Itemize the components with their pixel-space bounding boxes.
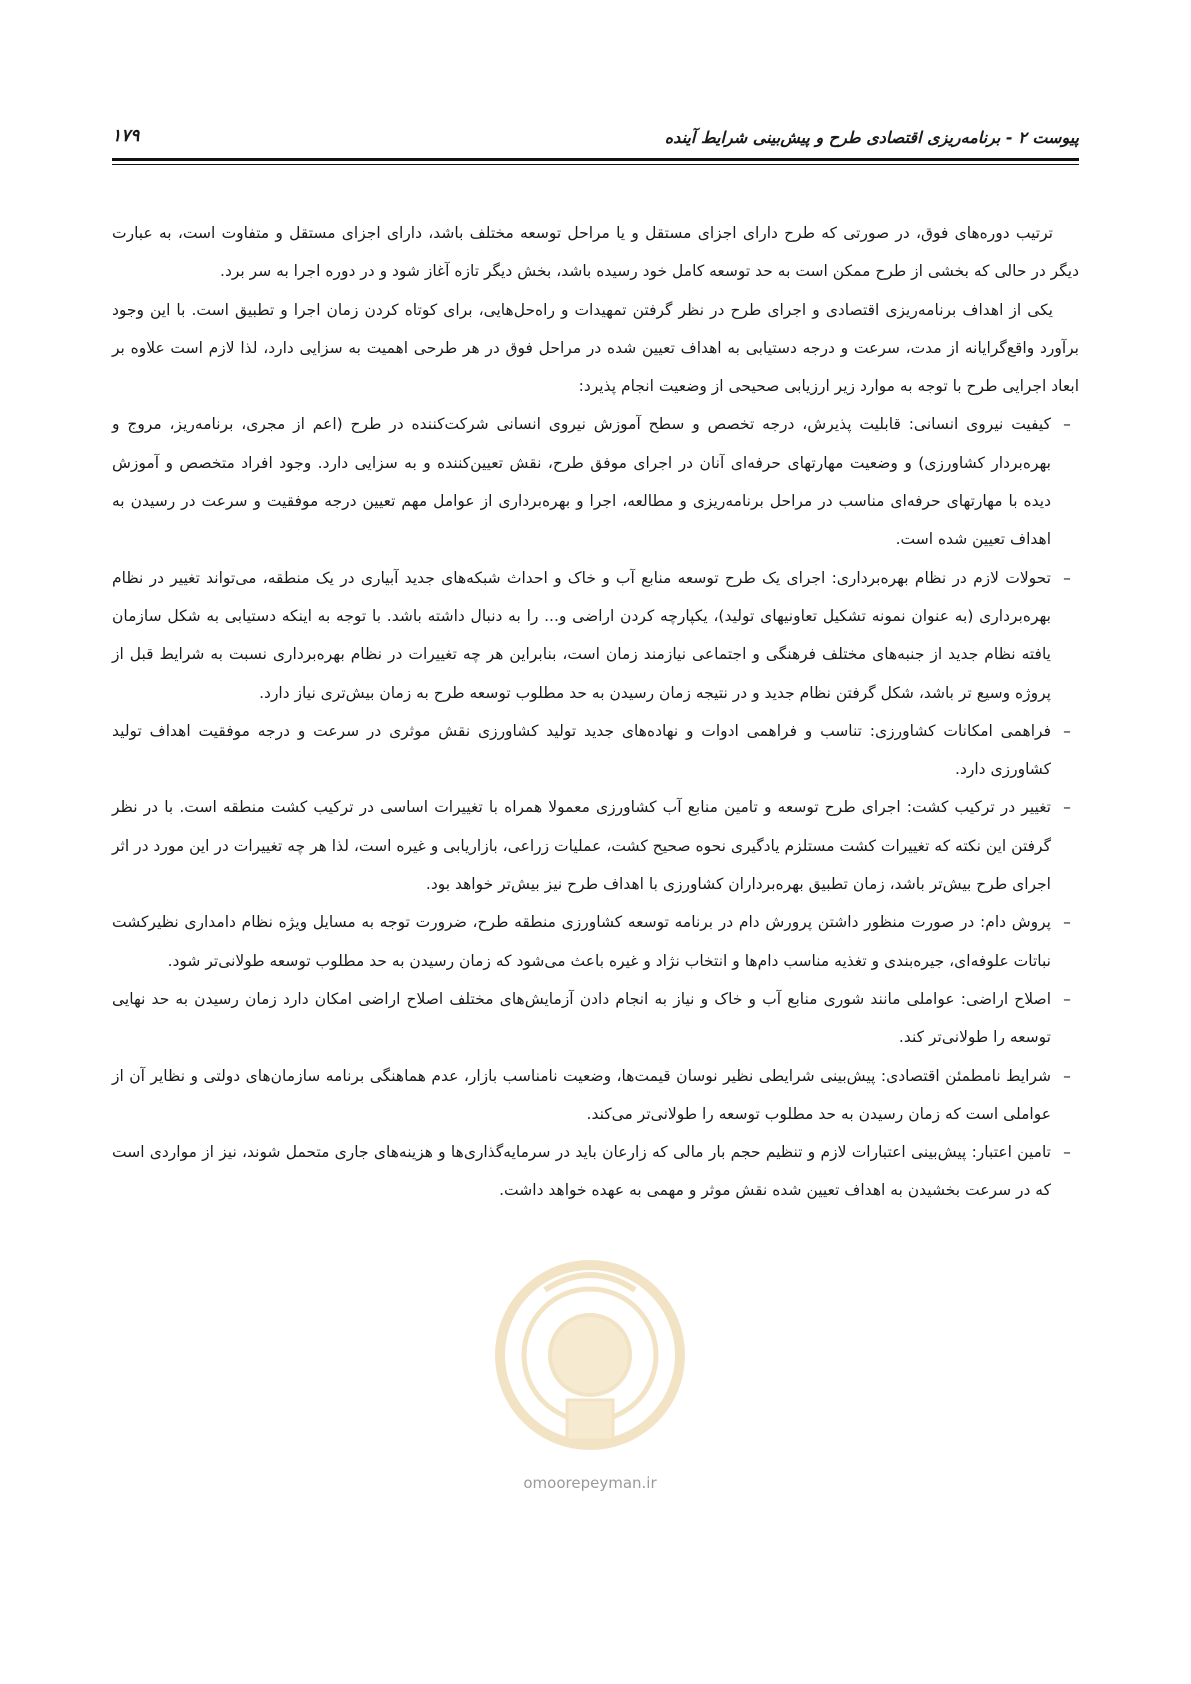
list-item [112, 712, 1079, 789]
watermark-seal-icon [485, 1250, 695, 1460]
header-rule [112, 158, 1079, 165]
list-item-text: اصلاح اراضی: عواملی مانند شوری منابع آب و خاک و نیاز به انجام دادن آزمایش‌های مختلف اصلاح اراضی امکان دارد زمان رسیدن به حد نهایی توسعه را طولانی‌تر کند. [112, 989, 1051, 1047]
bullet-dash: – [1063, 721, 1071, 740]
bullet-dash: – [1063, 913, 1071, 932]
bullet-list [112, 405, 1079, 1209]
body-text [112, 214, 1079, 1210]
list-item [112, 788, 1079, 903]
list-item-text: فراهمی امکانات کشاورزی: تناسب و فراهمی ادوات و نهاده‌های جدید تولید کشاورزی نقش موثری در سرعت و درجه موفقیت اهداف تولید کشاورزی دارد. [112, 721, 1051, 779]
list-item [112, 559, 1079, 712]
list-item [112, 405, 1079, 558]
list-item [112, 1133, 1079, 1210]
watermark-text: omoorepeyman.ir [523, 1474, 657, 1492]
list-item-text: تحولات لازم در نظام بهره‌برداری: اجرای یک طرح توسعه منابع آب و خاک و احداث شبکه‌های جدید آبیاری در یک منطقه، می‌تواند تغییر در نظام بهره‌برداری (به عنوان نمونه تشکیل تعاونیهای تولید)، یکپارچه کردن اراضی و... را به دنبال داشته باشد. با توجه به اینکه دستیابی به شکل سازمان یافته نظام جدید از جنبه‌های مختلف فرهنگی و اجتماعی نیازمند زمان است، بنابراین هر چه تغییرات در نظام بهره‌برداری نسبت به شرایط قبل از پروژه وسیع تر باشد، شکل گرفتن نظام جدید و در نتیجه زمان رسیدن به حد مطلوب توسعه طرح به زمان بیش‌تری نیاز دارد. [112, 568, 1051, 702]
bullet-dash: – [1063, 989, 1071, 1008]
bullet-dash: – [1063, 1066, 1071, 1085]
paragraph: ترتیب دوره‌های فوق، در صورتی که طرح دارای اجزای مستقل و یا مراحل توسعه مختلف باشد، دارای اجزای مستقل و متفاوت است، به عبارت دیگر در حالی که بخشی از طرح ممکن است به حد توسعه کامل خود رسیده باشد، بخش دیگر تازه آغاز شود و در دوره اجرا به سر برد. [112, 224, 1079, 281]
list-item-text: شرایط نامطمئن اقتصادی: پیش‌بینی شرایطی نظیر نوسان قیمت‌ها، وضعیت نامناسب بازار، عدم هماهنگی برنامه سازمان‌های دولتی و نظایر آن از عواملی است که زمان رسیدن به حد مطلوب توسعه را طولانی‌تر می‌کند. [112, 1066, 1051, 1123]
list-item [112, 1057, 1079, 1134]
list-item [112, 980, 1079, 1057]
list-item [112, 903, 1079, 980]
paragraph: یکی از اهداف برنامه‌ریزی اقتصادی و اجرای طرح در نظر گرفتن تمهیدات و راه‌حل‌هایی، برای کوتاه کردن زمان اجرا و تطبیق است. با این وجود برآورد واقع‌گرایانه از مدت، سرعت و درجه دستیابی به اهداف تعیین شده در مراحل فوق در هر طرحی اهمیت به سزایی دارد، لذا لازم است علاوه بر ابعاد اجرایی طرح با توجه به موارد زیر ارزیابی صحیحی از وضعیت انجام پذیرد: [112, 300, 1079, 396]
bullet-dash: – [1063, 1143, 1071, 1162]
page-number: ۱۷۹ [112, 126, 140, 146]
header-title: پیوست ۲ - برنامه‌ریزی اقتصادی طرح و پیش‌بینی شرایط آینده [664, 128, 1079, 147]
list-item-text: تغییر در ترکیب کشت: اجرای طرح توسعه و تامین منابع آب کشاورزی معمولا همراه با تغییرات اساسی در ترکیب کشت منطقه است. با در نظر گرفتن این نکته که تغییرات کشت مستلزم یادگیری نحوه صحیح کشت، عملیات زراعی، بازاریابی و غیره است، لذا هر چه تغییرات در این مورد در اثر اجرای طرح بیش‌تر باشد، زمان تطبیق بهره‌برداران کشاورزی با اهداف طرح نیز بیش‌تر خواهد بود. [112, 798, 1051, 894]
list-item-text: کیفیت نیروی انسانی: قابلیت پذیرش، درجه تخصص و سطح آموزش نیروی انسانی شرکت‌کننده در طرح (اعم از مجری، برنامه‌ریز، مروج و بهره‌بردار کشاورزی) و وضعیت مهارتهای حرفه‌ای آنان در اجرای موفق طرح، نقش تعیین‌کننده و به سزایی دارد. وجود افراد متخصص و آموزش دیده با مهارتهای حرفه‌ای مناسب در مراحل برنامه‌ریزی و مطالعه، اجرا و بهره‌برداری از عوامل مهم تعیین درجه موفقیت و سرعت در رسیدن به اهداف تعیین شده است. [112, 415, 1051, 549]
bullet-dash: – [1063, 568, 1071, 587]
bullet-dash: – [1063, 798, 1071, 817]
list-item-text: پروش دام: در صورت منظور داشتن پرورش دام در برنامه توسعه کشاورزی منطقه طرح، ضرورت توجه به مسایل ویژه نظام دامداری نظیرکشت نباتات علوفه‌ای، جیره‌بندی و تغذیه مناسب دام‌ها و انتخاب نژاد و غیره باعث می‌شود که زمان رسیدن به حد مطلوب توسعه طولانی‌تر شود. [112, 913, 1051, 970]
bullet-dash: – [1063, 415, 1071, 434]
page-header [112, 122, 1079, 152]
list-item-text: تامین اعتبار: پیش‌بینی اعتبارات لازم و تنظیم حجم بار مالی که زارعان باید در سرمایه‌گذاری‌ها و هزینه‌های جاری متحمل شوند، نیز از مواردی است که در سرعت بخشیدن به اهداف تعیین شده نقش موثر و مهمی به عهده خواهد داشت. [112, 1143, 1051, 1200]
